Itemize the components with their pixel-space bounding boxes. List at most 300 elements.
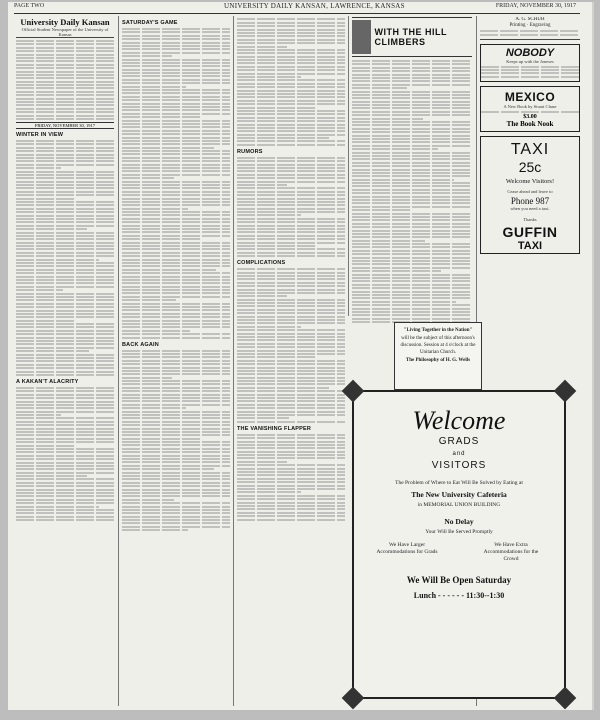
text-line xyxy=(237,502,345,504)
headline-rumors: RUMORS xyxy=(237,148,263,155)
text-line xyxy=(352,216,472,218)
text-line xyxy=(122,309,230,311)
headline-winter: WINTER IN VIEW xyxy=(16,131,64,138)
text-line xyxy=(237,512,345,514)
text-line xyxy=(237,447,345,449)
text-line xyxy=(122,431,230,433)
text-line xyxy=(16,157,114,159)
text-line xyxy=(237,59,345,61)
hill-climbers-title: WITH THE HILL CLIMBERS xyxy=(374,27,447,47)
text-line xyxy=(352,94,472,96)
column-divider xyxy=(348,16,349,316)
text-line xyxy=(352,274,472,276)
text-line xyxy=(237,100,345,102)
text-line xyxy=(237,404,345,406)
text-line xyxy=(122,380,230,382)
text-line xyxy=(122,126,230,128)
text-line xyxy=(16,337,114,339)
text-line xyxy=(16,191,114,193)
wells-notice-book: The Philosophy of H. G. Wells xyxy=(405,358,471,363)
text-line xyxy=(122,512,230,514)
text-line xyxy=(122,133,230,135)
text-line xyxy=(352,145,472,147)
text-line xyxy=(237,464,345,466)
text-line xyxy=(237,333,345,335)
column-1 xyxy=(16,17,114,707)
text-line xyxy=(352,240,425,242)
text-line xyxy=(352,304,472,306)
text-line xyxy=(352,111,472,113)
text-line xyxy=(16,506,99,508)
text-line xyxy=(237,76,301,78)
text-line xyxy=(352,301,456,303)
text-line xyxy=(237,39,345,41)
text-line xyxy=(237,282,345,284)
text-line xyxy=(16,485,114,487)
text-line xyxy=(16,404,114,406)
text-line xyxy=(16,401,114,403)
text-line xyxy=(237,140,345,142)
text-line xyxy=(237,56,345,58)
text-line xyxy=(237,508,345,510)
text-line xyxy=(122,248,230,250)
text-line xyxy=(237,29,345,31)
text-line xyxy=(122,242,230,244)
text-line xyxy=(237,157,345,159)
text-line xyxy=(352,118,423,120)
text-line xyxy=(16,428,114,430)
text-line xyxy=(237,79,345,81)
text-line xyxy=(237,160,345,162)
text-line xyxy=(237,519,345,521)
mexico-ad-shop: The Book Nook xyxy=(506,119,554,128)
text-line xyxy=(122,299,176,301)
printer-ad-services: Printing · Engraving xyxy=(509,23,551,28)
text-line xyxy=(237,93,345,95)
text-line xyxy=(16,394,114,396)
text-line xyxy=(16,276,114,278)
text-line xyxy=(237,305,345,307)
text-line xyxy=(122,184,230,186)
text-line xyxy=(352,141,472,143)
text-line xyxy=(352,162,472,164)
text-line xyxy=(122,147,214,149)
column-divider xyxy=(118,16,119,706)
header-rule xyxy=(14,13,580,14)
text-line xyxy=(352,199,472,201)
text-line xyxy=(122,350,230,352)
text-line xyxy=(122,330,190,332)
text-line xyxy=(237,32,345,34)
text-line xyxy=(237,414,345,416)
text-line xyxy=(16,303,114,305)
text-line xyxy=(122,289,230,291)
text-line xyxy=(352,87,407,89)
text-line xyxy=(237,218,345,220)
text-line xyxy=(237,96,345,98)
text-line xyxy=(122,214,230,216)
text-line xyxy=(16,296,114,298)
text-line xyxy=(237,380,345,382)
text-line xyxy=(16,171,114,173)
text-line xyxy=(122,194,230,196)
text-line xyxy=(16,367,114,369)
wells-notice xyxy=(394,322,482,390)
text-line xyxy=(122,482,230,484)
text-line xyxy=(237,481,345,483)
text-line xyxy=(352,243,472,245)
text-line xyxy=(237,225,345,227)
text-line xyxy=(16,431,114,433)
text-line xyxy=(237,164,345,166)
text-line xyxy=(122,65,230,67)
text-line xyxy=(352,70,472,72)
text-line xyxy=(237,292,345,294)
text-line xyxy=(16,340,114,342)
text-line xyxy=(16,445,74,447)
text-line xyxy=(352,277,472,279)
text-line xyxy=(16,472,114,474)
text-line xyxy=(122,370,230,372)
text-line xyxy=(237,275,345,277)
text-line xyxy=(237,468,345,470)
text-line xyxy=(237,343,345,345)
text-line xyxy=(237,441,345,443)
column-divider xyxy=(233,16,234,706)
date-line: FRIDAY, NOVEMBER 30, 1917 xyxy=(16,122,114,129)
text-line xyxy=(237,110,345,112)
text-line xyxy=(16,478,114,480)
welcome-served: Your Will Be Served Promptly xyxy=(425,529,493,535)
text-line xyxy=(352,158,472,160)
text-line xyxy=(237,66,345,68)
text-line xyxy=(122,140,230,142)
taxi-ad-price: 25c xyxy=(518,158,542,175)
text-line xyxy=(122,478,230,480)
text-line xyxy=(352,169,472,171)
taxi-ad-when: when you need a taxi. xyxy=(510,205,550,211)
text-line xyxy=(16,147,114,149)
text-line xyxy=(352,253,472,255)
welcome-grads: GRADS xyxy=(438,436,480,447)
text-line xyxy=(237,184,287,186)
text-line xyxy=(122,390,230,392)
text-line xyxy=(122,208,188,210)
text-line xyxy=(237,211,345,213)
text-line xyxy=(122,292,230,294)
text-line xyxy=(122,225,230,227)
guffin-subtitle: TAXI xyxy=(517,239,543,252)
text-line xyxy=(16,387,114,389)
text-line xyxy=(16,194,114,196)
text-line xyxy=(237,411,345,413)
text-line xyxy=(352,196,472,198)
text-line xyxy=(237,326,301,328)
welcome-cafeteria: The New University Cafeteria xyxy=(411,490,507,499)
welcome-place: in MEMORIAL UNION BUILDING xyxy=(417,502,501,508)
text-line xyxy=(237,363,345,365)
text-line xyxy=(16,225,114,227)
text-line xyxy=(16,252,114,254)
text-line xyxy=(16,282,114,284)
text-line xyxy=(122,377,172,379)
text-line xyxy=(16,516,114,518)
text-line xyxy=(237,437,345,439)
text-line xyxy=(237,113,345,115)
text-line xyxy=(237,52,345,54)
text-line xyxy=(16,204,114,206)
text-line xyxy=(122,265,230,267)
text-line xyxy=(122,103,230,105)
welcome-lunch-hours: Lunch - - - - - - 11:30--1:30 xyxy=(413,591,505,600)
text-line xyxy=(122,489,230,491)
text-line xyxy=(16,323,114,325)
text-line xyxy=(122,143,230,145)
text-line xyxy=(237,134,345,136)
text-line xyxy=(16,465,114,467)
text-line xyxy=(237,268,345,270)
text-line xyxy=(122,109,230,111)
text-line xyxy=(237,144,345,146)
text-line xyxy=(122,35,230,37)
newspaper-title: UNIVERSITY DAILY KANSAN, LAWRENCE, KANSAS xyxy=(224,2,405,10)
text-line xyxy=(122,245,230,247)
text-line xyxy=(352,257,472,259)
welcome-and: and xyxy=(452,451,466,457)
text-line xyxy=(122,303,230,305)
text-line xyxy=(122,424,230,426)
text-line xyxy=(16,265,114,267)
text-line xyxy=(122,414,230,416)
text-line xyxy=(122,42,230,44)
text-line xyxy=(352,246,472,248)
text-line xyxy=(122,48,230,50)
text-line xyxy=(16,519,114,521)
text-line xyxy=(122,411,230,413)
text-line xyxy=(122,92,230,94)
welcome-cafeteria-ad xyxy=(352,390,566,699)
text-line xyxy=(122,320,230,322)
text-line xyxy=(237,312,345,314)
text-line xyxy=(122,492,230,494)
text-line xyxy=(352,124,472,126)
text-line xyxy=(122,417,230,419)
column-3 xyxy=(237,17,345,707)
text-line xyxy=(122,526,230,528)
text-line xyxy=(122,120,230,122)
text-line xyxy=(352,263,472,265)
text-line xyxy=(16,310,114,312)
text-line xyxy=(122,441,230,443)
text-line xyxy=(16,482,114,484)
text-line xyxy=(237,377,345,379)
text-line xyxy=(16,320,76,322)
text-line xyxy=(122,367,230,369)
text-line xyxy=(122,451,230,453)
hill-illustration xyxy=(352,20,371,54)
text-line xyxy=(237,451,345,453)
text-line xyxy=(16,441,114,443)
text-line xyxy=(352,226,472,228)
text-line xyxy=(16,458,114,460)
text-line xyxy=(352,250,472,252)
printer-ad-name: A. G. SCHUH xyxy=(515,17,545,22)
text-line xyxy=(122,170,230,172)
text-line xyxy=(122,164,230,166)
text-line xyxy=(16,238,114,240)
text-line xyxy=(16,407,114,409)
text-line xyxy=(16,462,114,464)
text-line xyxy=(237,245,315,247)
text-line xyxy=(122,157,230,159)
text-line xyxy=(16,313,114,315)
text-line xyxy=(237,18,345,20)
text-line xyxy=(352,84,472,86)
text-line xyxy=(352,77,472,79)
text-line xyxy=(352,297,472,299)
text-line xyxy=(237,49,345,51)
text-line xyxy=(16,371,114,373)
text-line xyxy=(237,117,345,119)
text-line xyxy=(352,60,472,62)
text-line xyxy=(237,373,345,375)
text-line xyxy=(122,62,230,64)
text-line xyxy=(122,106,230,108)
text-line xyxy=(237,83,345,85)
text-line xyxy=(237,221,345,223)
headline-saturday-game: SATURDAY'S GAME xyxy=(122,20,178,26)
text-line xyxy=(352,311,472,313)
text-line xyxy=(16,424,114,426)
mexico-ad-subtitle: A New Book by Stuart Chase xyxy=(503,104,557,110)
text-line xyxy=(237,322,345,324)
text-line xyxy=(352,182,472,184)
text-line xyxy=(237,397,345,399)
text-line xyxy=(16,262,114,264)
text-line xyxy=(16,235,114,237)
text-line xyxy=(237,485,345,487)
text-line xyxy=(237,350,345,352)
text-line xyxy=(122,313,230,315)
text-line xyxy=(237,515,345,517)
text-line xyxy=(237,174,345,176)
text-line xyxy=(352,148,438,150)
text-line xyxy=(122,218,230,220)
text-line xyxy=(352,179,454,181)
text-line xyxy=(16,184,114,186)
text-line xyxy=(16,181,114,183)
text-line xyxy=(237,360,345,362)
text-line xyxy=(16,201,114,203)
text-line xyxy=(237,390,345,392)
text-line xyxy=(16,316,114,318)
headline-alacrity: A KAKAN'T ALACRITY xyxy=(16,378,79,385)
text-line xyxy=(122,296,230,298)
text-line xyxy=(122,506,230,508)
text-line xyxy=(16,164,114,166)
text-line xyxy=(237,177,345,179)
masthead xyxy=(16,17,114,38)
text-line xyxy=(122,201,230,203)
text-line xyxy=(237,42,345,44)
text-line xyxy=(122,465,230,467)
text-line xyxy=(122,286,230,288)
text-line xyxy=(122,79,230,81)
text-line xyxy=(352,314,472,316)
text-line xyxy=(237,235,345,237)
text-line xyxy=(16,502,114,504)
text-line xyxy=(237,278,345,280)
text-line xyxy=(237,191,345,193)
text-line xyxy=(16,360,114,362)
text-line xyxy=(237,421,345,423)
page-header xyxy=(14,2,584,12)
text-line xyxy=(352,155,472,157)
headline-back-again: BACK AGAIN xyxy=(122,341,159,348)
text-line xyxy=(237,137,329,139)
text-line xyxy=(16,475,87,477)
text-line xyxy=(122,373,230,375)
text-line xyxy=(122,404,230,406)
text-line xyxy=(16,187,114,189)
text-line xyxy=(352,172,472,174)
text-line xyxy=(16,357,114,359)
column-2 xyxy=(122,17,230,707)
text-line xyxy=(122,282,230,284)
text-line xyxy=(352,138,472,140)
text-line xyxy=(16,509,114,511)
text-line xyxy=(352,175,472,177)
text-line xyxy=(122,38,230,40)
text-line xyxy=(237,329,345,331)
text-line xyxy=(352,63,472,65)
text-line xyxy=(16,438,114,440)
text-line xyxy=(237,255,345,257)
text-line xyxy=(122,421,230,423)
nobody-ad xyxy=(480,44,580,82)
text-line xyxy=(237,187,345,189)
text-line xyxy=(122,231,230,233)
text-line xyxy=(237,69,345,71)
text-line xyxy=(352,236,472,238)
text-line xyxy=(16,245,114,247)
text-line xyxy=(237,356,315,358)
text-line xyxy=(237,272,345,274)
text-line xyxy=(237,198,345,200)
masthead-subtitle: Official Student Newspaper of the University of Kansas xyxy=(21,27,109,37)
text-line xyxy=(352,219,472,221)
text-line xyxy=(352,192,472,194)
text-line xyxy=(352,267,472,269)
text-line xyxy=(16,198,74,200)
text-line xyxy=(16,512,114,514)
text-line xyxy=(352,104,472,106)
text-line xyxy=(122,472,230,474)
text-line xyxy=(122,455,230,457)
text-line xyxy=(16,354,114,356)
text-line xyxy=(237,201,345,203)
text-line xyxy=(237,319,345,321)
text-line xyxy=(237,444,345,446)
text-line xyxy=(237,204,345,206)
taxi-ad-phone: Phone 987 xyxy=(510,195,550,206)
text-line xyxy=(122,394,230,396)
text-line xyxy=(352,165,472,167)
text-line xyxy=(237,495,345,497)
text-line xyxy=(352,287,472,289)
text-line xyxy=(352,152,472,154)
text-line xyxy=(16,333,114,335)
